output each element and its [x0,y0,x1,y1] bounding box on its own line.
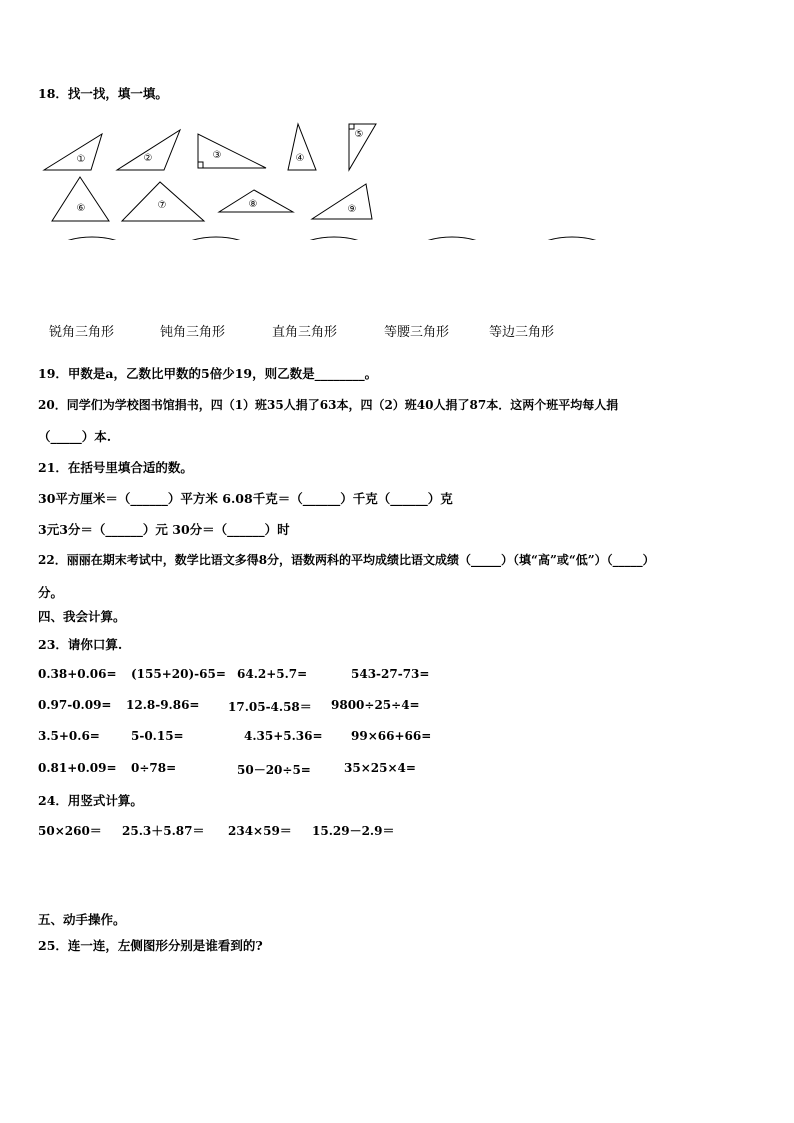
q21-title: 21．在括号里填合适的数。 [38,460,193,475]
calc-r2-c1: 0.97-0.09= [38,698,112,712]
calc-r2-c2: 12.8-9.86= [126,698,200,712]
calc-r1-c1: 0.38+0.06= [38,667,117,681]
section-4-title: 四、我会计算。 [38,609,126,624]
triangle-label-6: ⑥ [76,203,86,214]
q21-row1: 30平方厘米＝（______）平方米 6.08千克＝（______）千克（______）克 [38,491,453,506]
triangle-figures [0,0,794,240]
oval-obtuse [162,237,270,240]
label-obtuse: 钝角三角形 [160,325,226,340]
triangle-label-7: ⑦ [157,200,167,211]
triangle-label-9: ⑨ [347,204,357,215]
triangle-6 [52,177,109,221]
triangle-1 [44,134,102,170]
q19: 19．甲数是a，乙数比甲数的5倍少19，则乙数是________。 [38,366,378,381]
vertical-calc-2: 25.3＋5.87＝ [122,824,205,838]
oval-equilateral [518,237,626,240]
label-equilateral: 等边三角形 [489,325,555,340]
label-right: 直角三角形 [272,325,338,340]
calc-r1-c2: (155+20)-65= [131,667,226,681]
section-5-title: 五、动手操作。 [38,912,126,927]
calc-r1-c3: 64.2+5.7= [237,667,308,681]
q22-line1: 22．丽丽在期末考试中，数学比语文多得8分，语数两科的平均成绩比语文成绩（_____）（填“高”或“低”）（_____） [38,553,655,567]
calc-r3-c4: 99×66+66= [351,729,432,743]
calc-r4-c2: 0÷78= [131,761,177,775]
triangle-label-2: ② [143,153,153,164]
calc-r4-c4: 35×25×4= [344,761,416,775]
calc-r3-c3: 4.35+5.36= [244,729,323,743]
q20-line1: 20．同学们为学校图书馆捐书，四（1）班35人捐了63本，四（2）班40人捐了87本．这两个班平均每人捐 [38,398,619,412]
calc-r4-c1: 0.81+0.09= [38,761,117,775]
calc-r3-c1: 3.5+0.6= [38,729,100,743]
vertical-calc-3: 234×59＝ [228,824,292,838]
q21-row2: 3元3分＝（______）元 30分＝（______）时 [38,522,290,537]
vertical-calc-1: 50×260＝ [38,824,102,838]
q23-title: 23．请你口算. [38,637,123,652]
label-acute: 锐角三角形 [49,325,115,340]
q25-title: 25．连一连，左侧图形分别是谁看到的? [38,938,263,953]
calc-r4-c3: 50－20÷5= [237,763,311,777]
triangle-label-1: ① [76,154,86,165]
vertical-calc-4: 15.29－2.9＝ [312,824,395,838]
oval-acute [38,237,146,240]
triangle-2 [117,130,180,170]
q18-title: 18．找一找，填一填。 [38,86,168,101]
calc-r1-c4: 543-27-73= [351,667,430,681]
triangle-label-8: ⑧ [248,199,258,210]
triangle-label-3: ③ [212,150,222,161]
oval-right [280,237,388,240]
triangle-9 [312,184,372,219]
calc-r2-c4: 9800÷25÷4= [331,698,420,712]
q22-line2: 分。 [38,585,64,600]
q20-line2: （_____）本. [38,429,112,444]
triangle-3 [198,134,266,168]
calc-r3-c2: 5-0.15= [131,729,184,743]
oval-isosceles [398,237,506,240]
triangle-label-4: ④ [295,153,305,164]
q24-title: 24．用竖式计算。 [38,793,143,808]
label-isosceles: 等腰三角形 [384,325,450,340]
calc-r2-c3: 17.05-4.58＝ [228,700,312,714]
triangle-label-5: ⑤ [354,129,364,140]
